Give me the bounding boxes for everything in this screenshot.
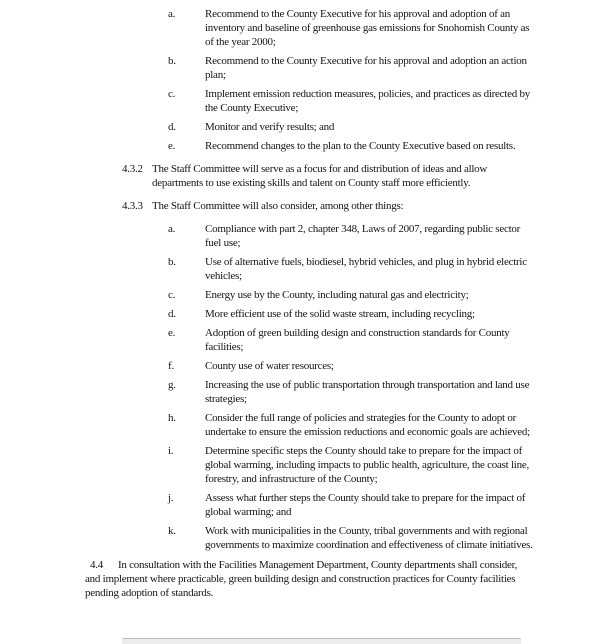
list-item-text: Increasing the use of public transportation through transportation and land use strategies; — [205, 379, 530, 405]
consider-item-k — [168, 524, 600, 552]
list-item-text: Work with municipalities in the County, tribal governments and with regional governments to maximize coordination and effectiveness of climate initiatives. — [205, 525, 533, 551]
consider-item-e — [168, 326, 600, 354]
list-item-text: Recommend to the County Executive for his approval and adoption of an inventory and baseline of greenhouse gas emissions for Snohomish County as of the year 2000; — [205, 8, 530, 48]
list-item-letter: i. — [168, 445, 174, 457]
consider-item-i — [168, 444, 600, 486]
list-item-letter: b. — [168, 256, 176, 268]
section-text: In consultation with the Facilities Management Department, County departments shall consider, and implement where practicable, green building design and construction practices for County facilities pending adoption of standards. — [85, 559, 518, 599]
consider-item-h — [168, 411, 600, 439]
list-item-letter: a. — [168, 223, 176, 235]
section-4-3-3 — [122, 199, 600, 213]
next-page-edge — [122, 638, 521, 644]
list-item-letter: e. — [168, 140, 176, 152]
list-item-b — [168, 54, 600, 82]
list-item-text: Compliance with part 2, chapter 348, Laws of 2007, regarding public sector fuel use; — [205, 223, 521, 249]
list-item-e — [168, 139, 600, 153]
list-item-text: Consider the full range of policies and strategies for the County to adopt or undertake to ensure the emission reductions and economic goals are achieved; — [205, 412, 530, 438]
section-4-4 — [85, 558, 522, 600]
list-item-d — [168, 120, 600, 134]
list-item-text: More efficient use of the solid waste stream, including recycling; — [205, 308, 475, 320]
list-item-text: Energy use by the County, including natural gas and electricity; — [205, 289, 469, 301]
list-item-letter: d. — [168, 308, 176, 320]
consider-item-b — [168, 255, 600, 283]
list-item-text: Assess what further steps the County should take to prepare for the impact of global warming; and — [205, 492, 526, 518]
list-item-letter: c. — [168, 88, 176, 100]
consider-item-f — [168, 359, 600, 373]
list-item-letter: e. — [168, 327, 176, 339]
list-item-c — [168, 87, 600, 115]
section-text: The Staff Committee will also consider, among other things: — [152, 200, 404, 212]
list-item-letter: c. — [168, 289, 176, 301]
list-item-text: Recommend to the County Executive for his approval and adoption an action plan; — [205, 55, 527, 81]
list-item-letter: a. — [168, 8, 176, 20]
list-item-letter: d. — [168, 121, 176, 133]
list-item-text: Adoption of green building design and construction standards for County facilities; — [205, 327, 510, 353]
list-item-letter: j. — [168, 492, 174, 504]
consider-item-j — [168, 491, 600, 519]
list-item-a — [168, 7, 600, 49]
consider-item-d — [168, 307, 600, 321]
section-number: 4.3.3 — [122, 200, 143, 212]
list-item-text: Use of alternative fuels, biodiesel, hybrid vehicles, and plug in hybrid electric vehicles; — [205, 256, 527, 282]
list-item-text: Monitor and verify results; and — [205, 121, 335, 133]
list-item-letter: f. — [168, 360, 174, 372]
section-4-3-2 — [122, 162, 600, 190]
section-text: The Staff Committee will serve as a focus for and distribution of ideas and allow departments to use existing skills and talent on County staff more efficiently. — [152, 163, 488, 189]
list-item-letter: b. — [168, 55, 176, 67]
consider-item-c — [168, 288, 600, 302]
list-item-text: Recommend changes to the plan to the County Executive based on results. — [205, 140, 516, 152]
section-number: 4.3.2 — [122, 163, 143, 175]
list-item-text: County use of water resources; — [205, 360, 334, 372]
list-item-letter: g. — [168, 379, 176, 391]
consider-item-a — [168, 222, 600, 250]
consider-item-g — [168, 378, 600, 406]
section-number: 4.4 — [90, 559, 103, 571]
list-item-letter: k. — [168, 525, 176, 537]
list-item-text: Determine specific steps the County should take to prepare for the impact of global warming, including impacts to public health, agriculture, the coast line, forestry, and infrastructure of the County; — [205, 445, 529, 485]
list-item-letter: h. — [168, 412, 176, 424]
list-item-text: Implement emission reduction measures, policies, and practices as directed by the County Executive; — [205, 88, 530, 114]
